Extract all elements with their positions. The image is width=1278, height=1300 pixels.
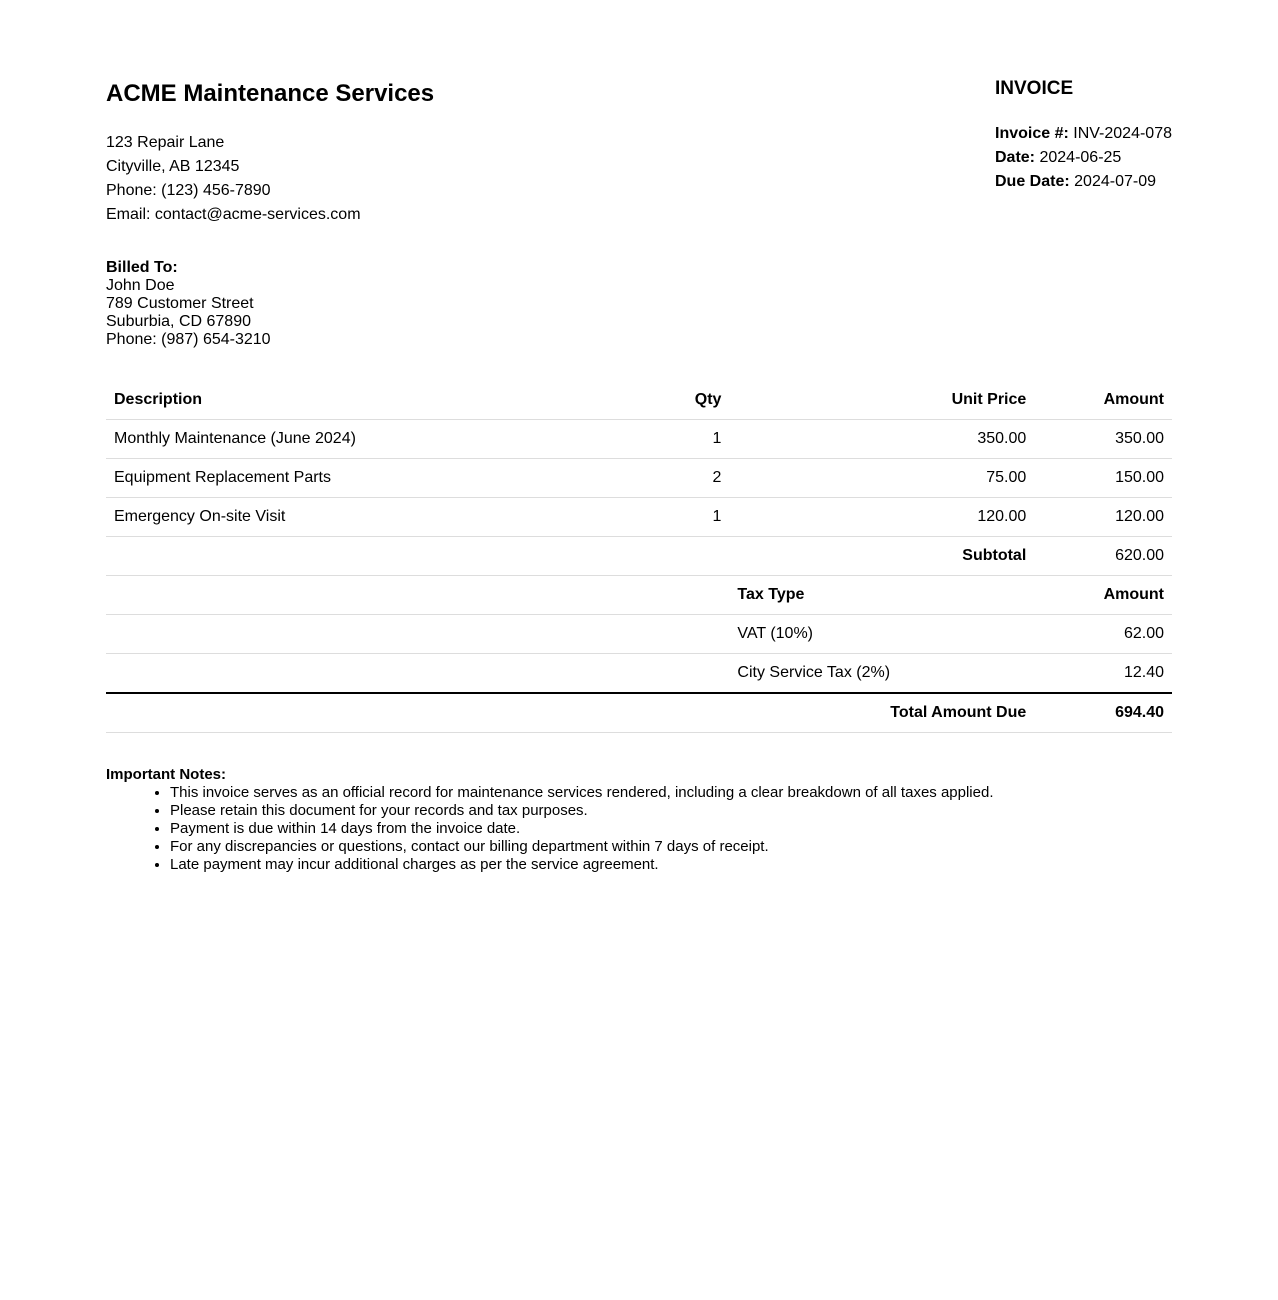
table-row (106, 420, 1172, 459)
item-amount: 120.00 (1034, 498, 1172, 537)
item-unit-price: 120.00 (729, 498, 1034, 537)
tax-amount-header: Amount (1034, 576, 1172, 615)
item-description: Equipment Replacement Parts (106, 459, 649, 498)
header-unit-price: Unit Price (729, 381, 1034, 420)
company-name: ACME Maintenance Services (106, 80, 435, 107)
billed-to-street: 789 Customer Street (106, 295, 254, 312)
total-value: 694.40 (1034, 693, 1172, 733)
invoice-date-label: Date: (995, 149, 1036, 166)
list-item: • Payment is due within 14 days from the invoice date. (170, 820, 994, 838)
invoice-table (106, 381, 1172, 733)
billed-to-name: John Doe (106, 277, 175, 294)
invoice-date-line (995, 146, 1195, 170)
tax-header-row (106, 576, 1172, 615)
list-item: • Late payment may incur additional charges as per the service agreement. (170, 856, 994, 874)
table-row (106, 498, 1172, 537)
subtotal-label: Subtotal (106, 537, 1034, 576)
company-email: Email: contact@acme-services.com (106, 206, 361, 223)
header-amount: Amount (1034, 381, 1172, 420)
item-qty: 2 (649, 459, 729, 498)
company-address-line2: Cityville, AB 12345 (106, 158, 240, 175)
item-qty: 1 (649, 420, 729, 459)
invoice-heading: INVOICE (995, 78, 1074, 99)
header-description: Description (106, 381, 649, 420)
tax-row-spacer (106, 615, 729, 654)
subtotal-row (106, 537, 1172, 576)
invoice-number: INV-2024-078 (1073, 125, 1172, 142)
tax-amount: 62.00 (1034, 615, 1172, 654)
invoice-due-date: 2024-07-09 (1074, 173, 1156, 190)
table-row (106, 459, 1172, 498)
notes-list (106, 784, 994, 874)
invoice-number-line (995, 122, 1195, 146)
tax-row (106, 654, 1172, 694)
item-qty: 1 (649, 498, 729, 537)
tax-header-spacer (106, 576, 729, 615)
table-header-row (106, 381, 1172, 420)
total-label: Total Amount Due (106, 693, 1034, 733)
item-amount: 150.00 (1034, 459, 1172, 498)
item-amount: 350.00 (1034, 420, 1172, 459)
invoice-number-label: Invoice #: (995, 125, 1069, 142)
list-item: • For any discrepancies or questions, contact our billing department within 7 days of receipt. (170, 838, 994, 856)
important-notes (106, 766, 994, 874)
tax-row-spacer (106, 654, 729, 694)
billed-to-label: Billed To: (106, 259, 178, 276)
total-row (106, 693, 1172, 733)
invoice-due-label: Due Date: (995, 173, 1070, 190)
tax-type: VAT (10%) (729, 615, 1034, 654)
billed-to (106, 259, 271, 349)
subtotal-value: 620.00 (1034, 537, 1172, 576)
item-unit-price: 75.00 (729, 459, 1034, 498)
item-unit-price: 350.00 (729, 420, 1034, 459)
list-item: • This invoice serves as an official record for maintenance services rendered, including a clear breakdown of all taxes applied. (170, 784, 994, 802)
billed-to-phone: Phone: (987) 654-3210 (106, 331, 271, 348)
notes-title: Important Notes: (106, 766, 226, 783)
tax-type-header: Tax Type (729, 576, 1034, 615)
invoice-meta (995, 77, 1195, 194)
tax-row (106, 615, 1172, 654)
company-address-line1: 123 Repair Lane (106, 134, 225, 151)
tax-type: City Service Tax (2%) (729, 654, 1034, 694)
list-item: • Please retain this document for your records and tax purposes. (170, 802, 994, 820)
billed-to-city: Suburbia, CD 67890 (106, 313, 251, 330)
company-address (106, 131, 361, 227)
company-phone: Phone: (123) 456-7890 (106, 182, 271, 199)
header-qty: Qty (649, 381, 729, 420)
tax-amount: 12.40 (1034, 654, 1172, 694)
item-description: Emergency On-site Visit (106, 498, 649, 537)
invoice-meta-lines (995, 122, 1195, 194)
invoice-due-line (995, 170, 1195, 194)
invoice-date: 2024-06-25 (1039, 149, 1122, 166)
item-description: Monthly Maintenance (June 2024) (106, 420, 649, 459)
